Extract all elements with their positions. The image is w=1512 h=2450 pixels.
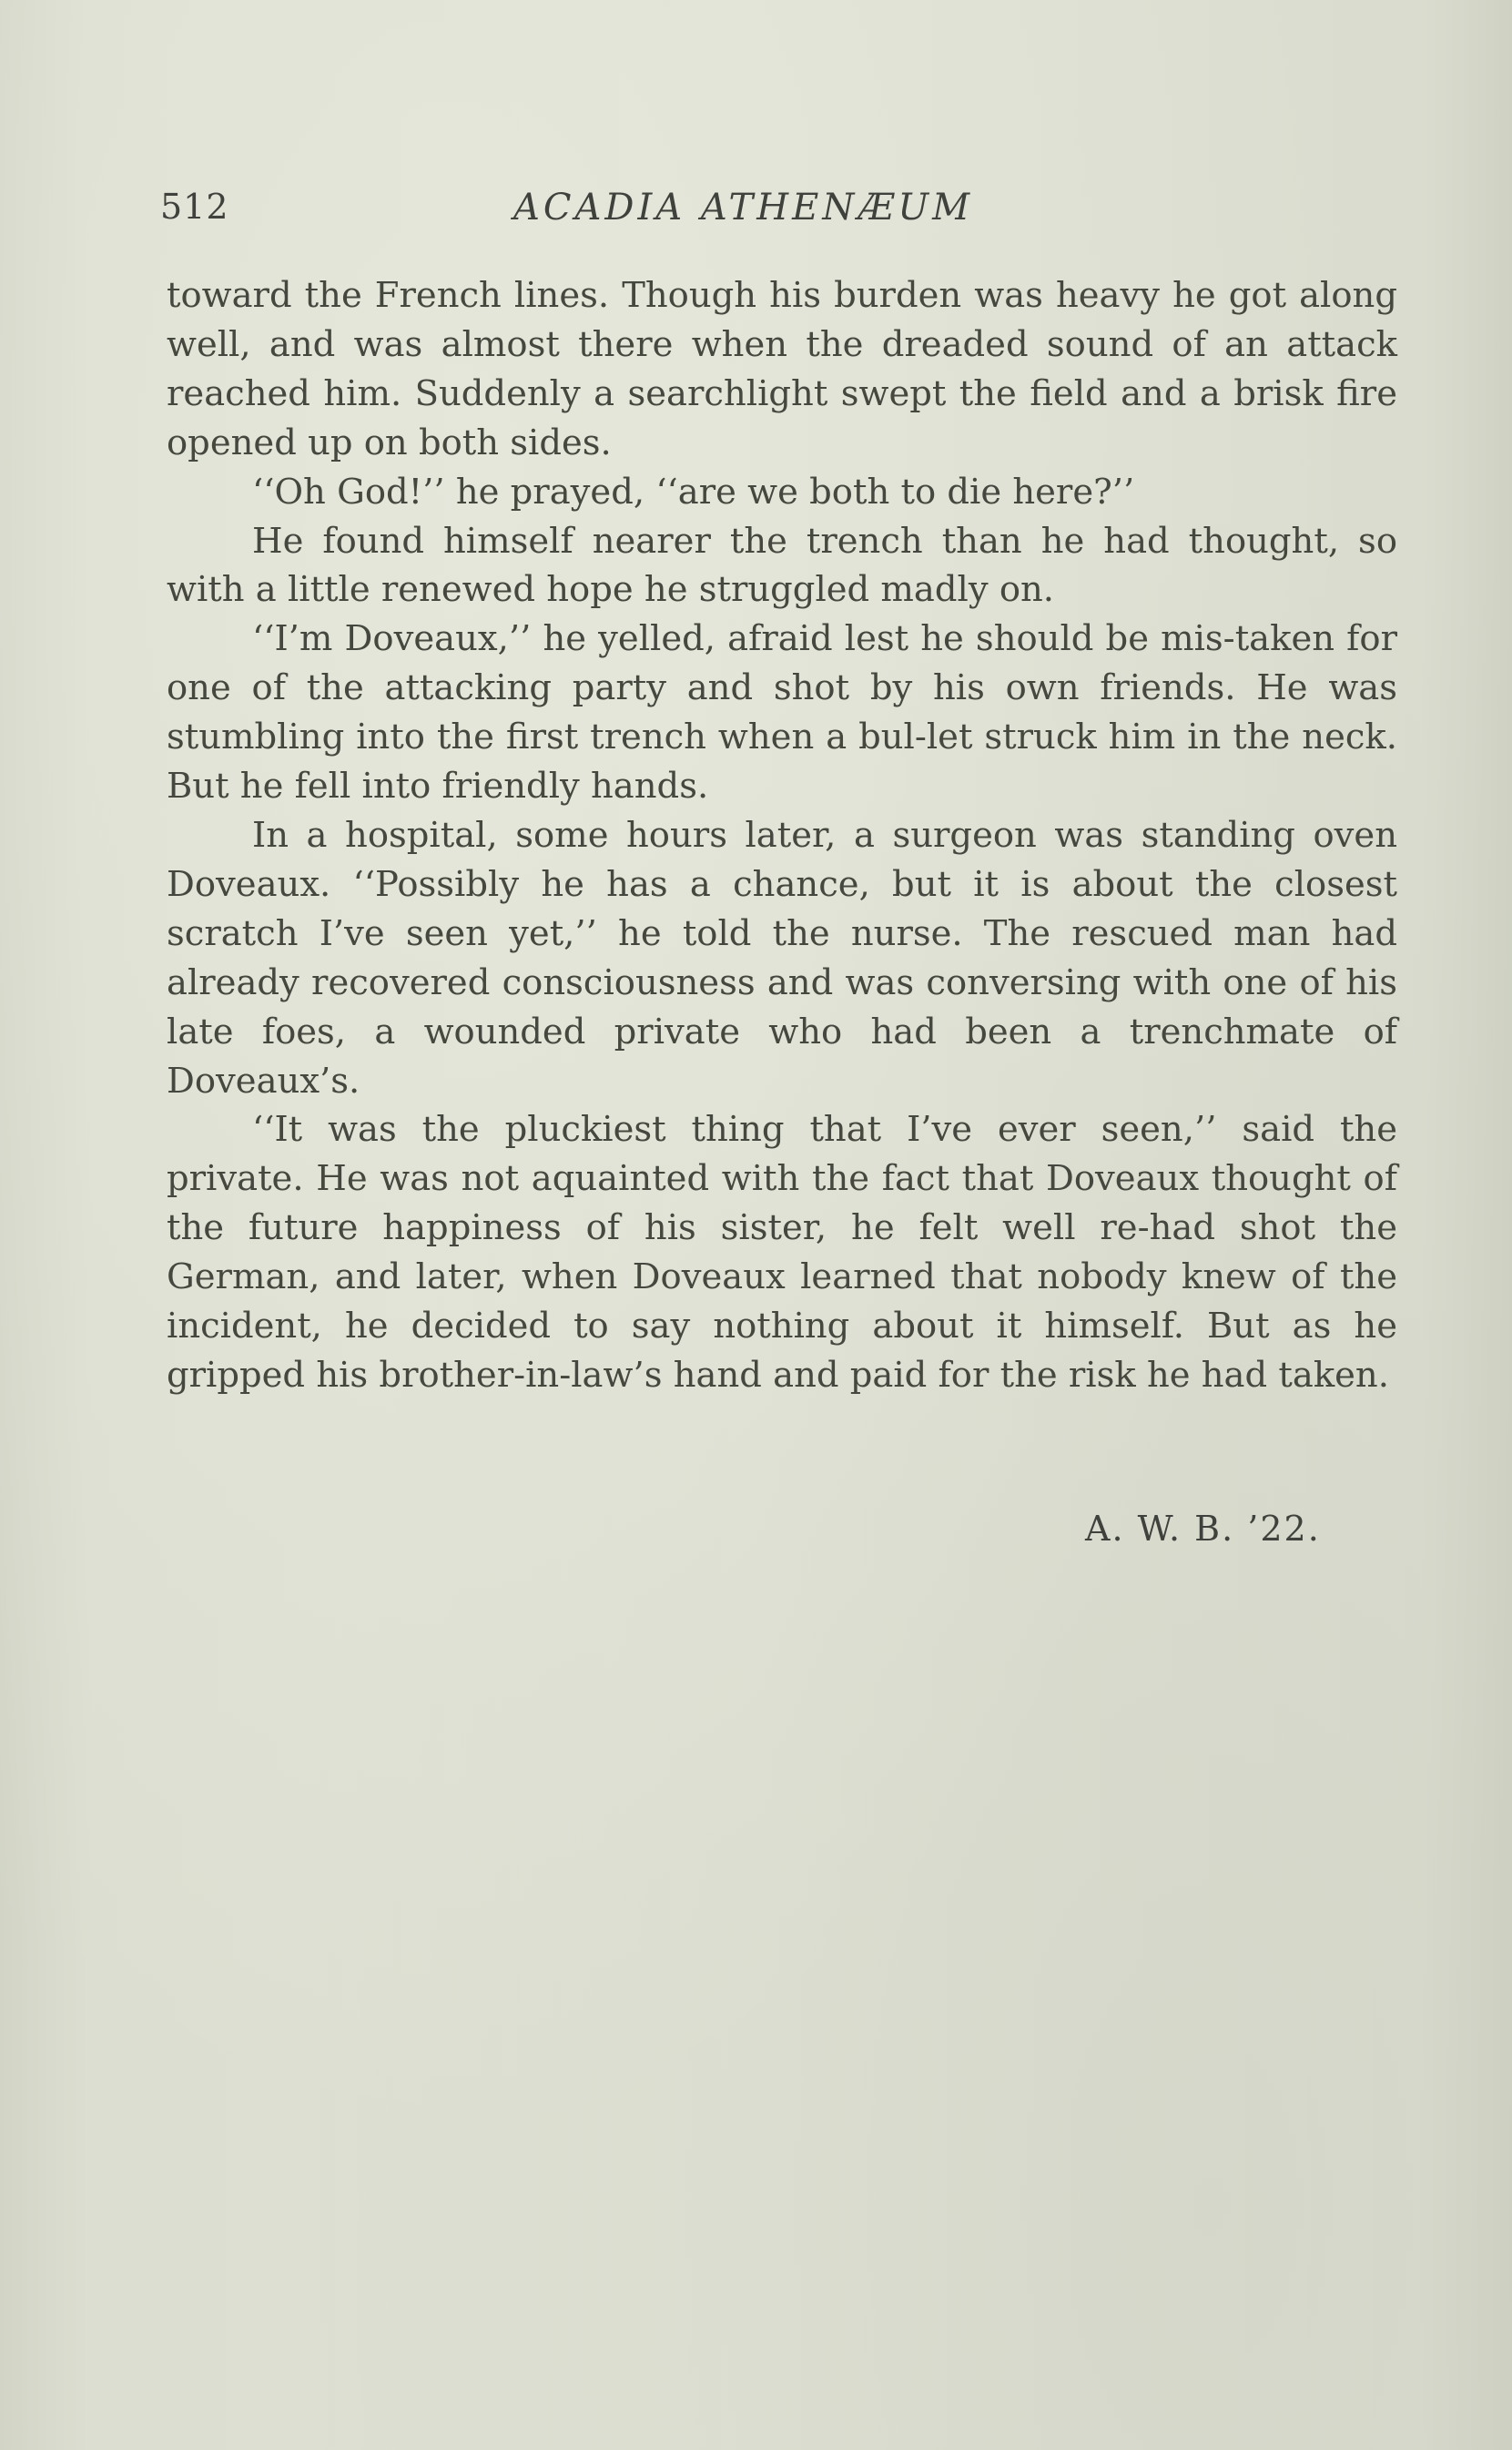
running-head: ACADIA ATHENÆUM xyxy=(513,187,974,229)
page-number: 512 xyxy=(160,187,229,227)
paragraph: In a hospital, some hours later, a surgeon was standing oven Doveaux. ‘‘Possibly he has a chance, but it is about the closest scratch I’ve seen yet,’’ he told the nurse. The rescued man had already recovered consciousness and was conversing with one of his late foes, a wounded private who had been a trenchmate of Doveaux’s. xyxy=(167,814,1397,1102)
author-signature: A. W. B. ’22. xyxy=(1085,1509,1321,1549)
article-body xyxy=(167,271,1397,1400)
page-header xyxy=(160,187,1395,241)
paragraph: toward the French lines. Though his burden was heavy he got along well, and was almost there when the dreaded sound of an attack reached him. Suddenly a searchlight swept the field and a brisk fire opened up on both sides. xyxy=(167,275,1397,463)
paragraph: ‘‘Oh God!’’ he prayed, ‘‘are we both to die here?’’ xyxy=(252,471,1135,513)
paragraph: ‘‘I’m Doveaux,’’ he yelled, afraid lest he should be mis-taken for one of the attacking party and shot by his own friends. He was stumbling into the first trench when a bul-let struck him in the neck. But he fell into friendly hands. xyxy=(167,618,1397,808)
paragraph: He found himself nearer the trench than he had thought, so with a little renewed hope he struggled madly on. xyxy=(167,520,1397,611)
paragraph: ‘‘It was the pluckiest thing that I’ve ever seen,’’ said the private. He was not aquainted with the fact that Doveaux thought of the future happiness of his sister, he felt well re-had shot the German, and later, when Doveaux learned that nobody knew of the incident, he decided to say nothing about it himself. But as he gripped his brother-in-law’s hand and paid for the risk he had taken. xyxy=(167,1109,1397,1396)
